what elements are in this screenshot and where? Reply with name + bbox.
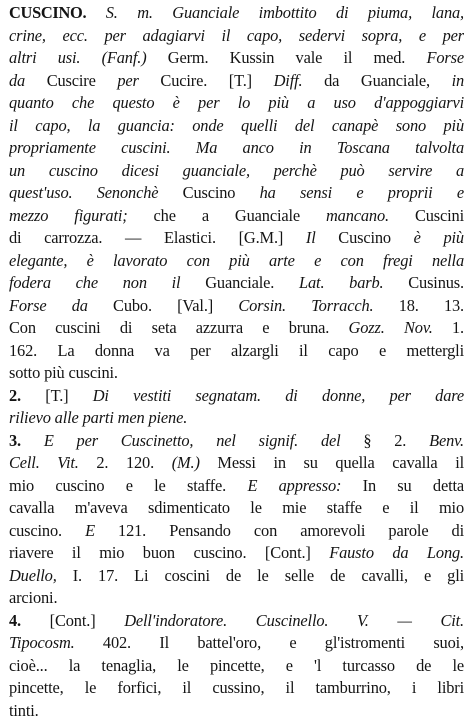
entry-line: [9, 2, 464, 25]
entry-line: [9, 25, 464, 48]
entry-line: [9, 160, 464, 183]
entry-text: [Cont.]: [50, 611, 125, 630]
italic-text: Corsin. Torracch.: [238, 296, 373, 315]
entry-line: [9, 205, 464, 228]
headword: CUSCINO.: [9, 3, 86, 22]
entry-text: Guanciale.: [180, 273, 299, 292]
entry-text: cavalla m'aveva sdimenticato le mie staffe e il mio: [9, 498, 464, 517]
entry-text: da Guanciale,: [302, 71, 451, 90]
italic-text: Di vestiti segnatam. di donne, per dare: [93, 386, 464, 405]
entry-text: 18. 13.: [373, 296, 464, 315]
italic-text: per: [117, 71, 138, 90]
italic-text: Tipocosm.: [9, 633, 75, 652]
italic-text: elegante, è lavorato con più arte e con fregi nella: [9, 251, 464, 270]
italic-text: è più: [414, 228, 464, 247]
italic-text: Il: [306, 228, 316, 247]
entry-line: [9, 700, 464, 722]
italic-text: Diff.: [274, 71, 303, 90]
entry-line: [9, 632, 464, 655]
italic-text: quanto che questo è per lo più a uso d'appoggiarvi: [9, 93, 464, 112]
entry-text: 402. Il battel'oro, e gl'istromenti suoi,: [75, 633, 464, 652]
entry-line: [9, 272, 464, 295]
italic-text: il capo, la guancia: onde quelli del canapè sono più: [9, 116, 464, 135]
entry-text: 162. La donna va per alzargli il capo e mettergli: [9, 341, 464, 360]
entry-text: § 2.: [341, 431, 430, 450]
entry-text: In su detta: [341, 476, 464, 495]
entry-text: Cuscino: [158, 183, 259, 202]
entry-text: 1.: [433, 318, 464, 337]
sense-number: 4.: [9, 611, 50, 630]
entry-text: riavere il mio buon cuscino. [Cont.]: [9, 543, 329, 562]
entry-text: Cuscini: [389, 206, 464, 225]
entry-text: tinti.: [9, 701, 39, 720]
italic-text: Cell. Vit.: [9, 453, 79, 472]
italic-text: quest'uso. Senonchè: [9, 183, 158, 202]
entry-text: di carrozza. — Elastici. [G.M.]: [9, 228, 306, 247]
italic-text: Forse da: [9, 296, 88, 315]
entry-line: [9, 542, 464, 565]
entry-line: [9, 115, 464, 138]
italic-text: Lat. barb.: [299, 273, 383, 292]
entry-line: [9, 227, 464, 250]
entry-text: 121. Pensando con amorevoli parole di: [95, 521, 464, 540]
italic-text: in: [452, 71, 464, 90]
italic-text: fodera che non il: [9, 273, 180, 292]
entry-text: Cusinus.: [383, 273, 464, 292]
italic-text: rilievo alle parti men piene.: [9, 408, 187, 427]
entry-line: [9, 610, 464, 633]
entry-line: [9, 317, 464, 340]
entry-text: Messi in su quella cavalla il: [200, 453, 464, 472]
entry-line: [9, 137, 464, 160]
entry-text: arcioni.: [9, 588, 57, 607]
italic-text: E appresso:: [247, 476, 341, 495]
entry-line: [9, 677, 464, 700]
entry-text: Cuscino: [316, 228, 414, 247]
entry-line: [9, 587, 464, 610]
italic-text: Forse: [427, 48, 465, 67]
italic-text: mezzo figurati;: [9, 206, 128, 225]
italic-text: E: [85, 521, 95, 540]
entry-line: [9, 407, 464, 430]
entry-line: [9, 250, 464, 273]
italic-text: mancano.: [326, 206, 389, 225]
entry-line: [9, 565, 464, 588]
entry-line: [9, 92, 464, 115]
entry-text: sotto più cuscini.: [9, 363, 118, 382]
entry-line: [9, 182, 464, 205]
entry-line: [9, 452, 464, 475]
sense-number: 3.: [9, 431, 44, 450]
entry-line: [9, 385, 464, 408]
italic-text: S. m. Guanciale imbottito di piuma, lana,: [86, 3, 464, 22]
italic-text: Gozz. Nov.: [349, 318, 433, 337]
italic-text: Dell'indoratore. Cuscinello. V. — Cit.: [124, 611, 464, 630]
entry-text: Cucire. [T.]: [139, 71, 274, 90]
entry-line: [9, 430, 464, 453]
italic-text: un cuscino dicesi guanciale, perchè può servire a: [9, 161, 464, 180]
entry-line: [9, 70, 464, 93]
entry-text: Cuscire: [25, 71, 117, 90]
italic-text: altri usi. (Fanf.): [9, 48, 147, 67]
italic-text: crine, ecc. per adagiarvi il capo, sedervi sopra, e per: [9, 26, 464, 45]
entry-line: [9, 475, 464, 498]
entry-text: cuscino.: [9, 521, 85, 540]
italic-text: propriamente cuscini. Ma anco in Toscana talvolta: [9, 138, 464, 157]
italic-text: (M.): [172, 453, 200, 472]
italic-text: E per Cuscinetto, nel signif. del: [44, 431, 341, 450]
dictionary-entry-cuscino: [9, 2, 464, 722]
entry-line: [9, 47, 464, 70]
entry-text: Con cuscini di seta azzurra e bruna.: [9, 318, 349, 337]
entry-text: [T.]: [45, 386, 92, 405]
entry-text: Germ. Kussin vale il med.: [147, 48, 427, 67]
sense-number: 2.: [9, 386, 45, 405]
entry-line: [9, 655, 464, 678]
italic-text: Fausto da Long.: [329, 543, 464, 562]
entry-line: [9, 340, 464, 363]
entry-text: che a Guanciale: [128, 206, 326, 225]
entry-text: Cubo. [Val.]: [88, 296, 239, 315]
entry-line: [9, 362, 464, 385]
entry-text: cioè... la tenaglia, le pincette, e 'l turcasso de le: [9, 656, 464, 675]
entry-text: pincette, le forfici, il cussino, il tamburrino, i libri: [9, 678, 464, 697]
entry-text: 2. 120.: [79, 453, 172, 472]
entry-line: [9, 497, 464, 520]
entry-text: mio cuscino e le staffe.: [9, 476, 247, 495]
entry-text: I. 17. Li coscini de le selle de cavalli, e gli: [57, 566, 464, 585]
entry-line: [9, 295, 464, 318]
italic-text: Benv.: [429, 431, 464, 450]
italic-text: Duello,: [9, 566, 57, 585]
italic-text: da: [9, 71, 25, 90]
entry-line: [9, 520, 464, 543]
italic-text: ha sensi e proprii e: [260, 183, 464, 202]
